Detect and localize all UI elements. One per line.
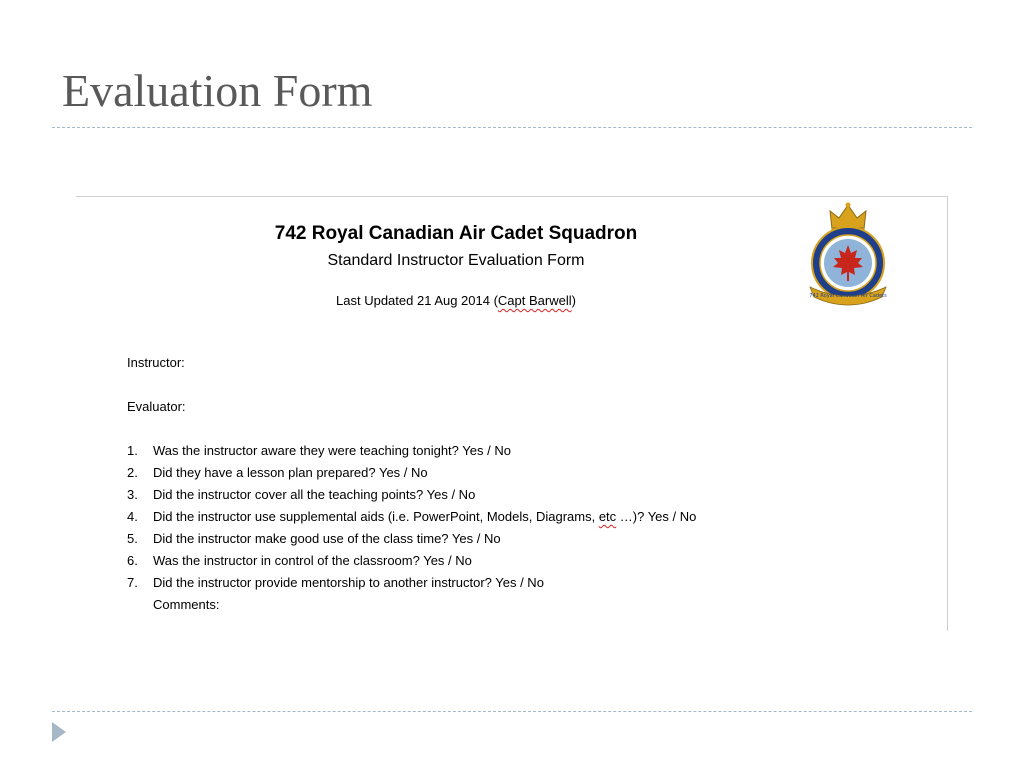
question-number: 5. xyxy=(127,531,138,546)
question-number: 1. xyxy=(127,443,138,458)
instructor-field-label: Instructor: xyxy=(127,355,185,370)
question-text: Was the instructor aware they were teaching tonight? Yes / No xyxy=(153,443,511,458)
title-divider xyxy=(52,127,972,128)
question-text-flagged: etc xyxy=(598,509,617,524)
list-item xyxy=(127,487,696,509)
comments-label: Comments: xyxy=(153,597,220,612)
slide-title: Evaluation Form xyxy=(62,65,373,116)
question-text: Did they have a lesson plan prepared? Yes / No xyxy=(153,465,428,480)
question-text: Did the instructor make good use of the class time? Yes / No xyxy=(153,531,501,546)
question-list xyxy=(127,443,696,597)
next-slide-arrow-icon[interactable] xyxy=(52,722,66,742)
evaluator-field-label: Evaluator: xyxy=(127,399,186,414)
question-number: 6. xyxy=(127,553,138,568)
list-item xyxy=(127,531,696,553)
question-number: 7. xyxy=(127,575,138,590)
list-item xyxy=(127,443,696,465)
squadron-crest-icon xyxy=(802,201,894,307)
list-item xyxy=(127,465,696,487)
question-number: 2. xyxy=(127,465,138,480)
question-number: 4. xyxy=(127,509,138,524)
list-item xyxy=(127,575,696,597)
question-text-suffix: …)? Yes / No xyxy=(616,509,697,524)
question-text: Was the instructor in control of the classroom? Yes / No xyxy=(153,553,472,568)
last-updated-suffix: ) xyxy=(571,293,576,308)
question-text: Did the instructor use supplemental aids (i.e. PowerPoint, Models, Diagrams, xyxy=(153,509,599,524)
form-image xyxy=(76,196,948,631)
list-item xyxy=(127,509,696,531)
question-number: 3. xyxy=(127,487,138,502)
last-updated-prefix: Last Updated 21 Aug 2014 ( xyxy=(336,293,498,308)
last-updated-line xyxy=(76,293,836,308)
list-item xyxy=(127,553,696,575)
document-subtitle: Standard Instructor Evaluation Form xyxy=(327,252,585,269)
question-text: Did the instructor provide mentorship to another instructor? Yes / No xyxy=(153,575,544,590)
document-title: 742 Royal Canadian Air Cadet Squadron xyxy=(274,223,638,244)
last-updated-author: Capt Barwell xyxy=(497,293,572,308)
crest-motto: 742 Royal Canadian Air Cadets xyxy=(809,293,887,299)
footer-divider xyxy=(52,711,972,712)
question-text: Did the instructor cover all the teaching points? Yes / No xyxy=(153,487,476,502)
